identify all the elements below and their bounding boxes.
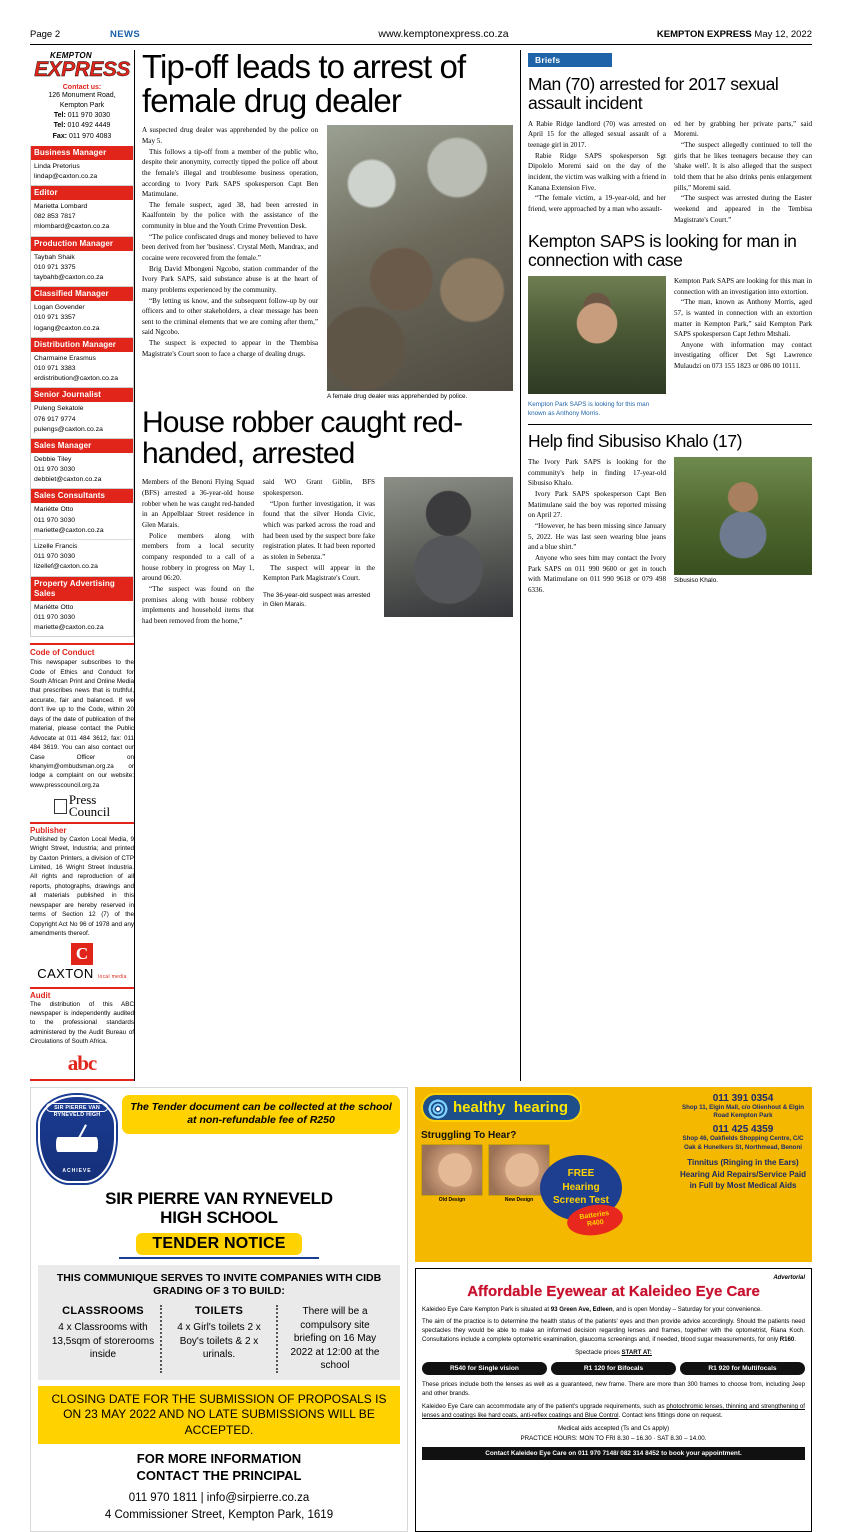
staff-email: taybahb@caxton.co.za [34, 274, 104, 282]
consultant-name: Lizelle Francis [34, 543, 78, 551]
consultant-phone: 011 970 3030 [34, 553, 76, 561]
abc-logo-text: abc [67, 1050, 97, 1075]
press-council-logo [30, 794, 134, 818]
logo-top-text: KEMPTON [50, 51, 92, 60]
paragraph: “Upon further investigation, it was found that the silver Honda Civic, which was parked across the road and had been used by the suspect bore fake registration plates. It had been reported as stolen in Sebenza.” [263, 499, 375, 561]
paragraph: Brig David Mbongeni Ngcobo, station commander of the Ivory Park SAPS, said substance abuse is at the heart of many problems experienced by the community. [142, 264, 318, 294]
practice-hours: PRACTICE HOURS: MON TO FRI 8.30 – 16.30 · SAT 8.30 – 14.00. [520, 1434, 707, 1442]
caxton-logo [30, 943, 134, 983]
article-2-columns [142, 477, 513, 626]
consultant-phone: 011 970 3030 [34, 516, 76, 524]
briefs-tag: Briefs [528, 53, 612, 67]
article-sexual-assault [528, 75, 812, 225]
staff-role: Production Manager [31, 237, 133, 251]
paragraph: Anyone who sees him may contact the Ivory Park SAPS on 011 990 9600 or get in touch with Matimulane on 011 990 9618 or 079 498 6336. [528, 553, 666, 594]
article-4-columns [528, 276, 812, 394]
address-line-2: Kempton Park [59, 102, 105, 110]
upgrades-part-1: Kaleideo Eye Care can accommodate any of the patient's upgrade requirements, such as [422, 1402, 665, 1410]
consultant-name: Mariétte Otto [34, 506, 74, 514]
caxton-name: CAXTON [37, 965, 94, 981]
article-2-body-col-1 [142, 477, 254, 626]
eye-care-upgrades [422, 1402, 805, 1420]
section-divider [528, 424, 812, 425]
spectacle-price-label [422, 1348, 805, 1357]
staff-role: Sales Manager [31, 439, 133, 453]
battery-label: Batteries [578, 1209, 610, 1221]
section-label: NEWS [110, 29, 141, 40]
staff-phone: 011 970 3030 [34, 466, 76, 474]
property-email: mariette@caxton.co.za [34, 623, 104, 631]
tender-invite-heading: THIS COMMUNIQUE SERVES TO INVITE COMPANIES WITH CIDB GRADING OF 3 TO BUILD: [56, 1271, 382, 1298]
article-drug-dealer [142, 50, 513, 402]
tel-1-label: Tel: [53, 112, 66, 120]
code-of-conduct-text: This newspaper subscribes to the Code of Ethics and Conduct for South African Print and Online Media that prescribes news that is truthful, accurate, fair and balanced. If we don't live up to the Code, within 20 days of the date of publication of the material, please contact the Public Advocate at 011 484 3612, fax: 011 484 3619. You can also contact our Case Officer on khanyim@ombudsman.org.za or lodge a complaint on our website: www.presscouncil.org.za [30, 659, 134, 789]
page-columns [30, 50, 812, 1081]
ad-kaleideo-eye-care[interactable] [415, 1268, 812, 1532]
article-5-columns [528, 457, 812, 595]
paragraph: Rabie Ridge SAPS spokesperson Sgt Dipolelo Moremi said on the day of the incident, the victim was walking with a friend in Kanana Extension Five. [528, 151, 666, 192]
staff-entry [30, 439, 134, 490]
abc-logo [30, 1051, 134, 1076]
main-article-column [134, 50, 520, 1081]
school-name-line-1: SIR PIERRE VAN RYNEVELD [105, 1188, 333, 1208]
paragraph: said WO Grant Giblin, BFS spokesperson. [263, 478, 375, 498]
contact-details [30, 91, 134, 142]
eye-care-headline: Affordable Eyewear at Kaleideo Eye Care [467, 1282, 760, 1300]
intro-address: 93 Green Ave, Edleen [550, 1305, 613, 1313]
hearing-contact-block [680, 1093, 806, 1192]
article-1-headline: Tip-off leads to arrest of female drug dealer [142, 48, 466, 119]
article-1-columns [142, 125, 513, 402]
brand-word-2: hearing [513, 1098, 569, 1116]
free-line-2: Hearing [562, 1181, 600, 1193]
fax-label: Fax: [52, 132, 68, 140]
requirement-title: TOILETS [194, 1305, 244, 1318]
paragraph: Members of the Benoni Flying Squad (BFS) arrested a 36-year-old house robber when he was caught red-handed in an Appelblaar Street residence in Glen Marais. [142, 478, 254, 530]
sales-consultants-title: Sales Consultants [31, 489, 133, 503]
staff-name: Taybah Shaik [34, 253, 75, 261]
staff-email: erdistribution@caxton.co.za [34, 375, 118, 383]
page-number: Page 2 [30, 29, 61, 40]
brand-word-1: healthy [453, 1098, 506, 1116]
article-3-body-col-1 [528, 119, 666, 225]
staff-entry [30, 287, 134, 338]
staff-name: Debbie Tiley [34, 455, 72, 463]
paragraph: This follows a tip-off from a member of the public who, despite their anonymity, correctly tipped the police off about the female's illegal and troublesome business operation, according to Ivory Park SAPS spokesperson Capt Ben Matimulane. [142, 147, 318, 199]
article-missing-boy [528, 432, 812, 595]
more-info-line-1: FOR MORE INFORMATION [136, 1451, 302, 1467]
price-badges [422, 1362, 805, 1375]
more-info-line-2: CONTACT THE PRINCIPAL [136, 1468, 302, 1484]
fax-row [30, 132, 134, 142]
price-bifocals: R1 120 for Bifocals [551, 1362, 676, 1375]
article-1-caption: A female drug dealer was apprehended by police. [327, 393, 468, 401]
paragraph: “The suspect was found on the premises along with house robbery implements and household items that had been removed from the home,” [142, 584, 254, 625]
paragraph: Ivory Park SAPS spokesperson Capt Ben Matimulane said the boy was reported missing on April 27. [528, 490, 666, 520]
audit-block [30, 987, 134, 1081]
article-1-body [142, 125, 318, 359]
medical-aids-note: Medical aids accepted (Ts and Cs apply) [557, 1425, 670, 1433]
eye-care-description [422, 1317, 805, 1344]
upgrades-part-2: . Contact lens fittings done on request. [618, 1412, 723, 1420]
article-5-photo [674, 457, 812, 575]
tel-1-value: 011 970 3030 [67, 112, 111, 120]
staff-list [30, 146, 134, 637]
staff-name: Charmaine Erasmus [34, 354, 96, 362]
staff-role: Classified Manager [31, 287, 133, 301]
audit-text: The distribution of this ABC newspaper is independently audited to the professional standards administered by the Audit Bureau of Circulations of South Africa. [30, 1000, 134, 1046]
school-name-line-2: HIGH SCHOOL [160, 1208, 278, 1228]
ear-label-new: New Design [504, 1196, 534, 1203]
article-4-caption: Kempton Park SAPS is looking for this man known as Anthony Morris. [528, 400, 650, 418]
staff-phone: 010 971 3357 [34, 314, 76, 322]
staff-phone: 082 853 7817 [34, 213, 76, 221]
paragraph: A suspected drug dealer was apprehended by the police on May 5. [142, 126, 318, 145]
header-rule [30, 44, 812, 45]
article-2-headline: House robber caught red-handed, arrested [142, 406, 463, 470]
requirement-briefing [278, 1305, 392, 1373]
press-council-icon [54, 799, 67, 814]
paragraph: “By letting us know, and the subsequent follow-up by our officers and to other stakeholders, a clear message has been sent to the criminal elements that we are coming after them,” said Ngcobo. [142, 296, 318, 337]
article-5-body [528, 457, 666, 595]
spectacle-start-text: START AT: [621, 1348, 652, 1356]
masthead-logo [30, 50, 134, 146]
audit-title: Audit [30, 987, 134, 1000]
requirement-toilets [162, 1305, 278, 1373]
requirement-classrooms [46, 1305, 162, 1373]
free-line-1: FREE [567, 1168, 595, 1180]
code-of-conduct [30, 643, 134, 819]
hearing-tagline: Struggling To Hear? [421, 1129, 517, 1141]
staff-name: Logan Govender [34, 304, 85, 312]
staff-phone: 076 917 9774 [34, 415, 76, 423]
article-3-columns [528, 119, 812, 225]
paragraph: “The suspect allegedly continued to tell the girls that he likes teenagers because they can 'shake well'. It is also alleged that the suspect told them that he also drinks penis enlargement pills,” Moremi said. [674, 141, 812, 192]
caxton-c-icon: C [71, 943, 93, 965]
property-phone: 011 970 3030 [34, 613, 76, 621]
paragraph: Anyone with information may contact investigating officer Det Sgt Lawrence Mulaudzi on 073 155 1823 or 086 00 10111. [674, 340, 812, 371]
property-sales-entry [31, 601, 133, 637]
masthead-rail [30, 50, 134, 1081]
tender-banner: The Tender document can be collected at the school at non-refundable fee of R250 [122, 1095, 400, 1134]
website-url: www.kemptonexpress.co.za [378, 28, 509, 40]
tender-address: 4 Commissioner Street, Kempton Park, 1619 [104, 1508, 334, 1521]
hearing-address-2: Shop 46, Oakfields Shopping Centre, C/C Oak & Hunelkers St, Northmead, Benoni [682, 1135, 804, 1151]
publication-date [657, 29, 812, 40]
staff-entry [30, 388, 134, 439]
caxton-sub: local media [98, 973, 127, 980]
staff-name: Linda Pretorius [34, 162, 80, 170]
sales-consultant-entry [31, 503, 133, 539]
consultant-email: mariette@caxton.co.za [34, 526, 104, 534]
tel-2-label: Tel: [53, 122, 66, 130]
intro-part-2: , and is open Monday – Saturday for your convenience. [612, 1305, 762, 1313]
article-2-caption: The 36-year-old suspect was arrested in Glen Marais. [263, 591, 371, 608]
page-header [30, 28, 812, 44]
fax-value: 011 970 4083 [69, 132, 112, 140]
article-2-body-col-2 [263, 477, 375, 583]
tender-invite-block [38, 1265, 400, 1380]
hearing-tel-2[interactable]: 011 425 4359 [712, 1124, 774, 1136]
staff-entry [30, 146, 134, 186]
article-5-headline: Help find Sibusiso Khalo (17) [528, 431, 743, 452]
publisher-title: Publisher [30, 822, 134, 835]
article-4-headline: Kempton SAPS is looking for man in connection with case [528, 231, 797, 271]
tender-contact[interactable]: 011 970 1811 | info@sirpierre.co.za [128, 1492, 310, 1505]
hearing-tel-1[interactable]: 011 391 0354 [712, 1092, 774, 1104]
property-sales-section [30, 577, 134, 638]
property-name: Mariétte Otto [34, 603, 74, 611]
article-5-caption: Sibusiso Khalo. [674, 577, 719, 585]
address-line-1: 126 Monument Road, [48, 92, 116, 99]
staff-name: Marietta Lombard [34, 203, 88, 211]
consultant-email: lizellef@caxton.co.za [34, 563, 98, 571]
tender-notice-label: TENDER NOTICE [136, 1233, 301, 1255]
staff-email: lindap@caxton.co.za [34, 172, 98, 180]
article-3-body-col-2 [674, 119, 812, 225]
ear-photo-old [421, 1144, 483, 1196]
tender-requirements [46, 1305, 392, 1373]
paragraph: The female suspect, aged 38, had been arrested in Kaalfontein by the police with the assistance of the community in blue and the Youth Crime Prevention Desk. [142, 200, 318, 231]
tel-2-value: 010 492 4449 [67, 122, 111, 130]
paragraph: “However, he has been missing since January 5, 2022. He was last seen wearing blue jeans and a blue shirt.” [528, 521, 666, 552]
article-3-headline: Man (70) arrested for 2017 sexual assault incident [528, 74, 779, 113]
paragraph: “The man, known as Anthony Morris, aged 57, is wanted in connection with an extortion matter in Kempton Park,” said Kempton Park SAPS spokesperson Capt Jethro Mtshali. [674, 298, 812, 339]
hearing-address-1: Shop 11, Elgin Mall, c/o Olienhout & Elgin Road Kempton Park [681, 1103, 805, 1120]
ear-label-old: Old Design [438, 1196, 466, 1203]
tender-closing-date: CLOSING DATE FOR THE SUBMISSION OF PROPOSALS IS ON 23 MAY 2022 AND NO LATE SUBMISSIONS WILL BE ACCEPTED. [38, 1386, 400, 1445]
press-council-line-1: Press [68, 792, 97, 808]
paragraph: A Rabie Ridge landlord (70) was arrested on April 15 for the alleged sexual assault of a teenage girl in 2017. [528, 119, 666, 150]
price-multifocals: R1 920 for Multifocals [680, 1362, 805, 1375]
article-4-body [674, 276, 812, 394]
staff-email: logang@caxton.co.za [34, 324, 100, 332]
crest-name: SIR PIERRE VAN RYNEVELD HIGH [53, 1104, 101, 1118]
battery-price: R400 [586, 1218, 605, 1228]
free-line-3: Screen Test [553, 1195, 609, 1207]
healthy-hearing-logo [421, 1093, 582, 1122]
intro-part-1: Kaleideo Eye Care Kempton Park is situated at [422, 1305, 550, 1313]
staff-role: Senior Journalist [31, 388, 133, 402]
sound-wave-icon [427, 1098, 449, 1120]
eye-care-contact-bar[interactable]: Contact Kaleideo Eye Care on 011 970 7148/ 082 314 8452 to book your appointment. [422, 1447, 805, 1460]
staff-name: Puleng Sekatole [34, 405, 84, 413]
article-extortion-suspect [528, 232, 812, 418]
paragraph: “The suspect was arrested during the Easter weekend and appeared in the Tembisa Magistrate's Court.” [674, 194, 812, 224]
logo-main-text: EXPRESS [34, 58, 130, 81]
staff-role: Business Manager [31, 146, 133, 160]
press-council-line-2: Council [68, 804, 111, 820]
tel-2-row [30, 121, 134, 131]
briefs-column [520, 50, 812, 1081]
ad-healthy-hearing[interactable] [415, 1087, 812, 1262]
right-ad-stack [415, 1087, 812, 1532]
article-4-photo [528, 276, 666, 394]
eye-care-intro [422, 1305, 805, 1314]
paragraph: Kempton Park SAPS are looking for this man in connection with an investigation into extortion. [674, 276, 812, 296]
paragraph: ed her by grabbing her private parts,” said Moremi. [674, 119, 812, 139]
ad-sir-pierre-tender[interactable] [30, 1087, 408, 1532]
description-text: The aim of the practice is to determine the health status of the patients' eyes and then provide advice accordingly. Should the patients need spectacles they would be able to make an informed decision regarding lenses and frames, together with the optometrist, Riana Koch. Consultations include a complete optometric examination, glaucoma screenings and, if needed, blood sugar measurements, for only [422, 1318, 805, 1344]
crest-motto: ACHIEVE [62, 1167, 92, 1174]
advertisement-row [30, 1087, 812, 1532]
school-crest-icon [38, 1095, 116, 1183]
article-2-photo [384, 477, 513, 617]
requirement-title: CLASSROOMS [62, 1305, 144, 1318]
spectacle-label-text: Spectacle prices [575, 1348, 620, 1356]
article-house-robber [142, 408, 513, 626]
paragraph: “The police confiscated drugs and money believed to have been derived from her 'business'. Crystal Meth, Mandrax, and cocaine were recovered from the female.” [142, 232, 318, 262]
staff-phone: 010 971 3383 [34, 364, 76, 372]
staff-email: pulengs@caxton.co.za [34, 425, 103, 433]
staff-email: mlombard@caxton.co.za [34, 223, 110, 231]
consultation-price: R160 [779, 1336, 795, 1344]
issue-date: May 12, 2022 [754, 29, 812, 40]
staff-phone: 010 971 3375 [34, 263, 76, 271]
property-sales-title: Property Advertising Sales [31, 577, 133, 601]
publication-name: KEMPTON EXPRESS [656, 29, 752, 40]
upgrades-list: photochromic lenses, thinning and strengthening of lenses and coatings like hard coats, anti-reflex coatings and Blue Control [422, 1402, 806, 1420]
staff-email: debbiet@caxton.co.za [34, 476, 102, 484]
tel-1-row [30, 111, 134, 121]
requirement-text: There will be a compulsory site briefing on 16 May 2022 at 12:00 at the school [290, 1306, 380, 1372]
contact-heading: Contact us: [62, 84, 102, 91]
price-single-vision: R540 for Single vision [422, 1362, 547, 1375]
advertorial-label: Advertorial [773, 1274, 805, 1281]
hearing-services: Tinnitus (Ringing in the Ears) Hearing Aid Repairs/Service Paid in Full by Most Medical Aids [680, 1158, 806, 1191]
description-end: . [794, 1336, 796, 1344]
sales-consultant-entry [31, 539, 133, 576]
requirement-text: 4 x Classrooms with 13,5sqm of storerooms inside [51, 1322, 155, 1361]
paragraph: Police members along with members from a local security company responded to a call of a house robbery in progress on May 1, around 06:20. [142, 531, 254, 583]
requirement-text: 4 x Girl's toilets 2 x Boy's toilets & 2 x urinals. [177, 1322, 261, 1361]
staff-entry [30, 186, 134, 237]
paragraph: The suspect will appear in the Kempton Park Magistrate's Court. [263, 563, 375, 583]
staff-role: Editor [31, 186, 133, 200]
staff-entry [30, 237, 134, 288]
sales-consultants-section [30, 489, 134, 576]
publisher-text: Published by Caxton Local Media, 9 Wright Street, Industria; and printed by Caxton Printers, a division of CTP Limited, 16 Wright Street Industria. All rights and reproduction of all reports, photographs, drawings and all materials published in this newspaper are hereby reserved in terms of Section 12 (7) of the Copyright Act No 96 of 1978 and any amendments thereof. [30, 835, 134, 938]
rail-bottom-rule [30, 1079, 134, 1081]
staff-entry [30, 338, 134, 389]
article-1-photo [327, 125, 513, 391]
publisher-block [30, 822, 134, 983]
paragraph: “The female victim, a 19-year-old, and her friend, were approached by a man who assault- [528, 194, 666, 213]
code-of-conduct-title: Code of Conduct [30, 648, 95, 658]
paragraph: The suspect is expected to appear in the Thembisa Magistrate's Court soon to face a charge of dealing drugs. [142, 339, 318, 358]
paragraph: The Ivory Park SAPS is looking for the community's help in finding 17-year-old Sibusiso Khalo. [528, 458, 666, 488]
eye-care-frames-note: These prices include both the lenses as well as a guaranteed, new frame. There are more than 300 frames to choose from, including Jeep and other brands. [422, 1380, 805, 1397]
staff-role: Distribution Manager [31, 338, 133, 352]
